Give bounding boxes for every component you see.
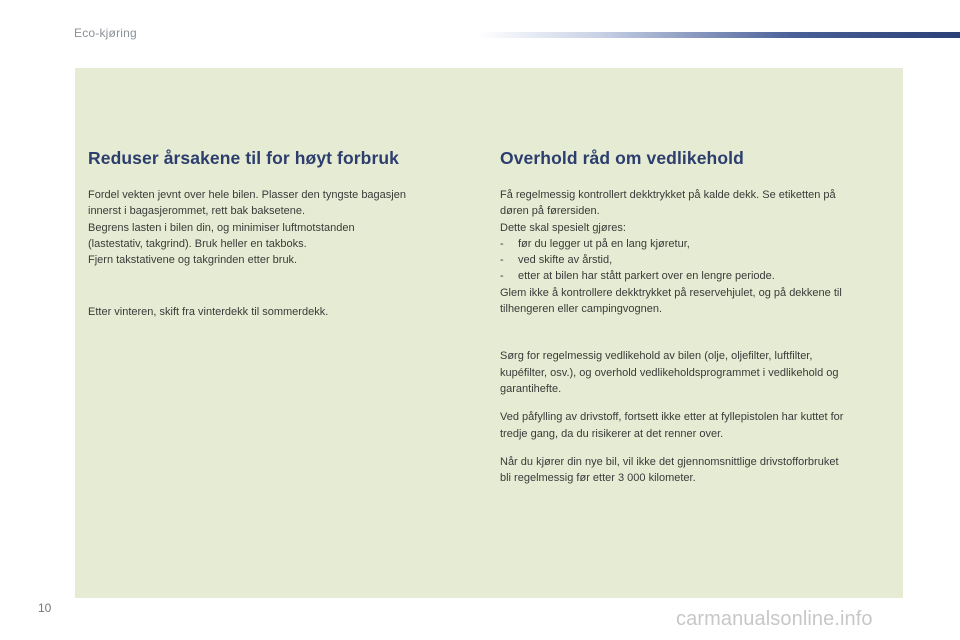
heading-maintenance: Overhold råd om vedlikehold [500, 148, 744, 168]
text-line: bli regelmessig før etter 3 000 kilometer. [500, 472, 696, 485]
text-line: Få regelmessig kontrollert dekktrykket på kalde dekk. Se etiketten på [500, 189, 836, 201]
header-gradient-bar [478, 32, 960, 38]
right-column [500, 148, 895, 486]
text-line: Ved påfylling av drivstoff, fortsett ikke etter at fyllepistolen har kuttet for [500, 411, 844, 424]
text-line: innerst i bagasjerommet, rett bak baksetene. [88, 205, 306, 218]
text-line: Etter vinteren, skift fra vinterdekk til sommerdekk. [88, 306, 329, 319]
text-line: Når du kjører din nye bil, vil ikke det gjennomsnittlige drivstofforbruket [500, 455, 839, 468]
paragraph-vehicle-maintenance [500, 348, 895, 397]
bullet-item: - ved skifte av årstid, [500, 254, 612, 266]
left-column [88, 148, 468, 321]
text-line: Begrens lasten i bilen din, og minimiser luftmotstanden [88, 221, 355, 234]
bullet-marker: - [500, 237, 504, 250]
text-line: tilhengeren eller campingvognen. [500, 303, 663, 316]
text-line: tredje gang, da du risikerer at det renner over. [500, 427, 724, 440]
text-line: Fordel vekten jevnt over hele bilen. Plasser den tyngste bagasjen [88, 189, 406, 201]
watermark: carmanualsonline.info [676, 608, 873, 630]
paragraph-refuelling [500, 409, 895, 442]
text-line: Dette skal spesielt gjøres: [500, 221, 626, 234]
text-line: garantihefte. [500, 382, 562, 395]
bullet-item: - etter at bilen har stått parkert over en lengre periode. [500, 270, 775, 282]
section-title: Eco-kjøring [74, 26, 137, 40]
text-line: (lastestativ, takgrind). Bruk heller en takboks. [88, 237, 307, 250]
bullet-marker: - [500, 254, 504, 267]
paragraph-winter-tyres [88, 304, 468, 320]
text-line: Sørg for regelmessig vedlikehold av bilen (olje, oljefilter, luftfilter, [500, 350, 813, 363]
page-number: 10 [38, 601, 52, 615]
paragraph-load [88, 187, 468, 268]
bullet-marker: - [500, 270, 504, 283]
heading-reduce-consumption: Reduser årsakene til for høyt forbruk [88, 148, 400, 168]
text-line: Fjern takstativene og takgrinden etter bruk. [88, 254, 298, 267]
text-line: kupéfilter, osv.), og overhold vedlikeholdsprogrammet i vedlikehold og [500, 366, 839, 379]
text-line: Glem ikke å kontrollere dekktrykket på reservehjulet, og på dekkene til [500, 286, 842, 299]
text-line: døren på førersiden. [500, 205, 600, 218]
paragraph-new-car [500, 454, 895, 487]
bullet-item: - før du legger ut på en lang kjøretur, [500, 238, 690, 250]
paragraph-tyre-pressure [500, 187, 895, 317]
